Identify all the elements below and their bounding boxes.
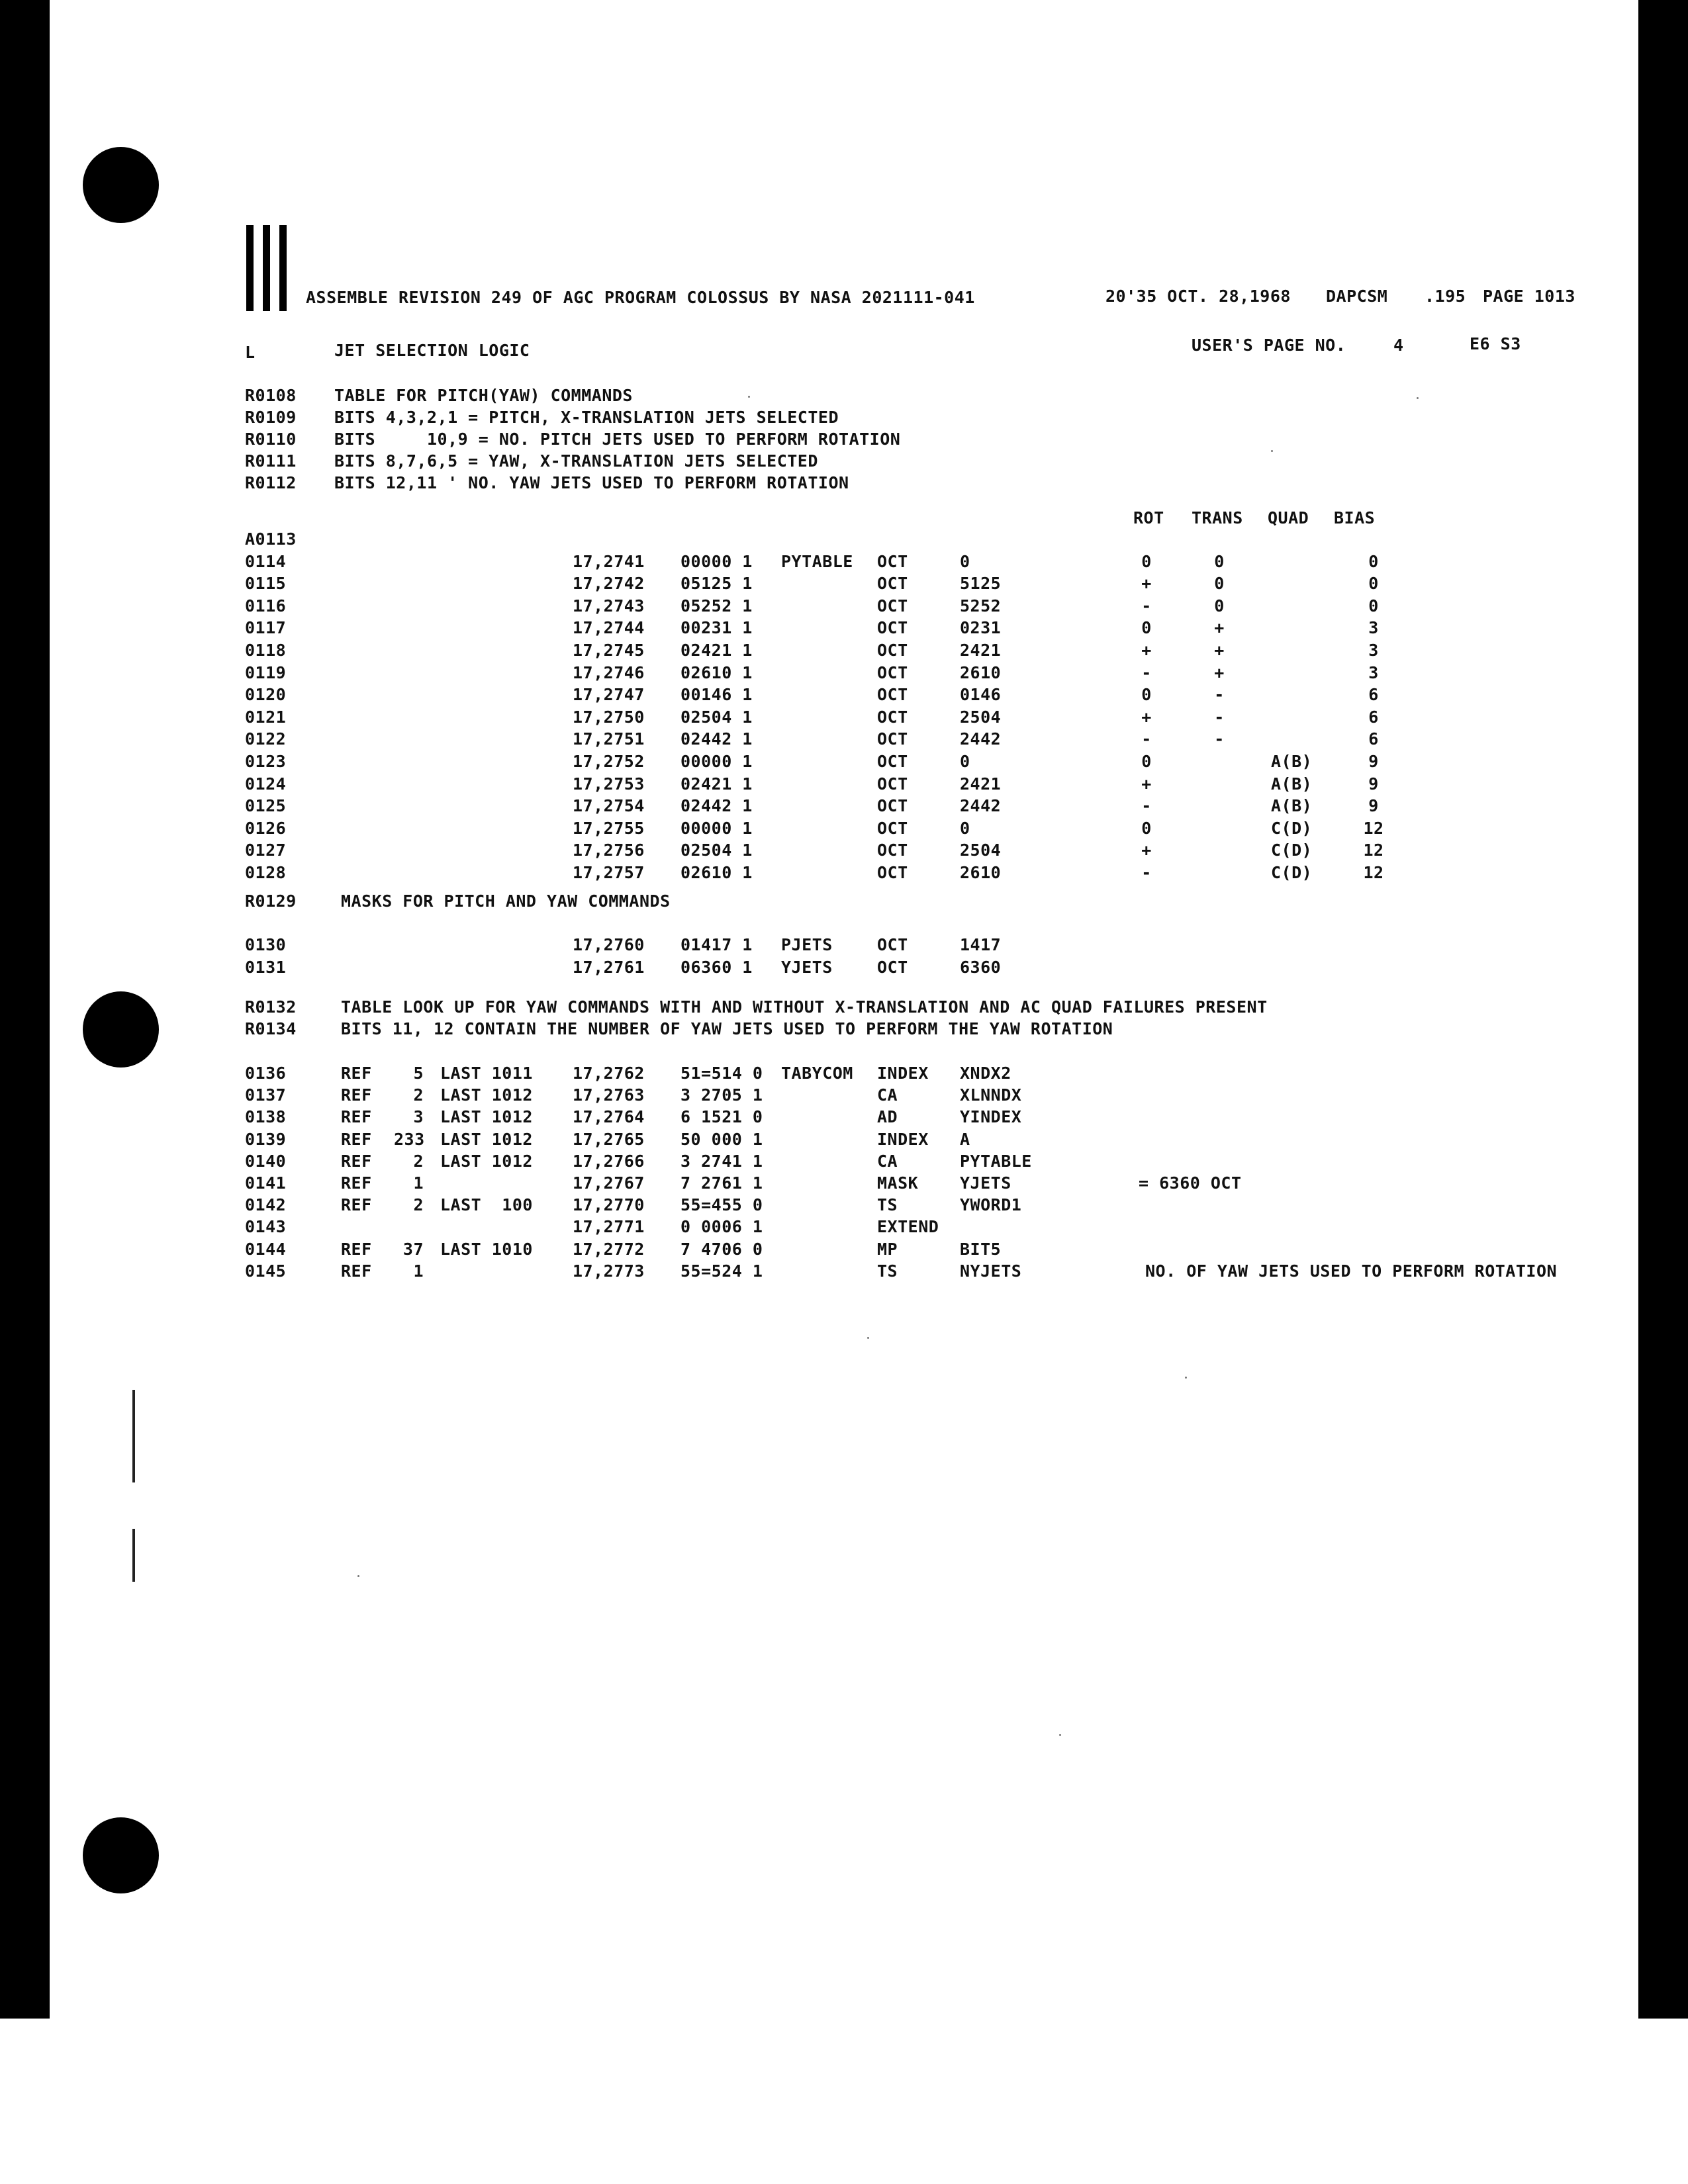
quad-value: C(D) bbox=[1271, 863, 1313, 882]
octal-code: 3 2705 1 bbox=[680, 1085, 763, 1105]
table-row bbox=[0, 1240, 1688, 1259]
last-ref: LAST 1012 bbox=[440, 1085, 533, 1105]
operand: 0 bbox=[960, 818, 970, 838]
table-row bbox=[0, 935, 1688, 955]
quad-value: A(B) bbox=[1271, 752, 1313, 771]
octal-code: 55=455 0 bbox=[680, 1195, 763, 1215]
octal-code: 51=514 0 bbox=[680, 1064, 763, 1083]
ref-keyword: REF bbox=[341, 1107, 372, 1127]
user-page-label: USER'S PAGE NO. bbox=[1192, 336, 1346, 355]
address: 17,2773 bbox=[573, 1261, 645, 1281]
octal-code: 05252 1 bbox=[680, 596, 753, 615]
ref-count: 37 bbox=[402, 1239, 424, 1259]
rot-value: - bbox=[1141, 596, 1152, 615]
scan-speck bbox=[357, 1575, 359, 1577]
octal-code: 55=524 1 bbox=[680, 1261, 763, 1281]
octal-code: 02442 1 bbox=[680, 729, 753, 749]
operand: 5125 bbox=[960, 574, 1002, 594]
scan-speck bbox=[1059, 1734, 1061, 1736]
table-row bbox=[0, 552, 1688, 572]
last-ref: LAST 1012 bbox=[440, 1151, 533, 1171]
address: 17,2751 bbox=[573, 729, 645, 749]
seq-number: 0121 bbox=[245, 707, 287, 727]
table-row bbox=[0, 1195, 1688, 1215]
remark-row bbox=[0, 386, 1688, 406]
bias-value: 0 bbox=[1368, 596, 1379, 615]
tab-marker bbox=[263, 225, 270, 311]
table-header-row bbox=[0, 508, 1688, 528]
opcode: OCT bbox=[877, 685, 908, 705]
rot-value: 0 bbox=[1141, 752, 1152, 771]
bias-value: 12 bbox=[1363, 863, 1384, 882]
table-row bbox=[0, 641, 1688, 660]
seq-number: R0112 bbox=[245, 473, 297, 492]
bias-value: 0 bbox=[1368, 551, 1379, 571]
ref-count: 1 bbox=[413, 1261, 424, 1281]
operand: 1417 bbox=[960, 935, 1002, 954]
seq-number: 0123 bbox=[245, 752, 287, 771]
rot-value: + bbox=[1141, 641, 1152, 660]
trans-value: - bbox=[1214, 729, 1225, 749]
comment: NO. OF YAW JETS USED TO PERFORM ROTATION bbox=[1145, 1261, 1558, 1281]
seq-number: R0134 bbox=[245, 1019, 297, 1038]
remark-row bbox=[0, 430, 1688, 449]
table-row bbox=[0, 685, 1688, 705]
seq-number: 0141 bbox=[245, 1173, 287, 1193]
remark-text: MASKS FOR PITCH AND YAW COMMANDS bbox=[341, 891, 671, 911]
symbol-label: YJETS bbox=[781, 958, 833, 977]
octal-code: 7 2761 1 bbox=[680, 1173, 763, 1193]
address: 17,2750 bbox=[573, 707, 645, 727]
seq-number: 0119 bbox=[245, 662, 287, 682]
ref-count: 2 bbox=[413, 1151, 424, 1171]
opcode: OCT bbox=[877, 707, 908, 727]
opcode: OCT bbox=[877, 551, 908, 571]
opcode: MP bbox=[877, 1239, 898, 1259]
opcode: OCT bbox=[877, 662, 908, 682]
operand: NYJETS bbox=[960, 1261, 1022, 1281]
octal-code: 02442 1 bbox=[680, 796, 753, 816]
opcode: OCT bbox=[877, 574, 908, 594]
remark-text: BITS 12,11 ' NO. YAW JETS USED TO PERFORM ROTATION bbox=[334, 473, 849, 492]
opcode: OCT bbox=[877, 796, 908, 816]
octal-code: 00231 1 bbox=[680, 618, 753, 638]
opcode: TS bbox=[877, 1261, 898, 1281]
trans-value: + bbox=[1214, 662, 1225, 682]
ref-count: 1 bbox=[413, 1173, 424, 1193]
octal-code: 50 000 1 bbox=[680, 1129, 763, 1149]
trans-value: - bbox=[1214, 685, 1225, 705]
last-ref: LAST 1012 bbox=[440, 1107, 533, 1127]
last-ref: LAST 1010 bbox=[440, 1239, 533, 1259]
operand: 2504 bbox=[960, 707, 1002, 727]
opcode: OCT bbox=[877, 596, 908, 615]
trans-value: + bbox=[1214, 641, 1225, 660]
seq-number: 0120 bbox=[245, 685, 287, 705]
rot-value: + bbox=[1141, 707, 1152, 727]
octal-code: 00000 1 bbox=[680, 551, 753, 571]
seq-number: 0115 bbox=[245, 574, 287, 594]
table-row bbox=[0, 841, 1688, 860]
remark-text: BITS 4,3,2,1 = PITCH, X-TRANSLATION JETS SELECTED bbox=[334, 408, 839, 427]
operand: YINDEX bbox=[960, 1107, 1022, 1127]
octal-code: 00000 1 bbox=[680, 752, 753, 771]
table-row bbox=[0, 596, 1688, 616]
ref-keyword: REF bbox=[341, 1173, 372, 1193]
address: 17,2765 bbox=[573, 1129, 645, 1149]
operand: 2421 bbox=[960, 641, 1002, 660]
symbol-label: TABYCOM bbox=[781, 1064, 853, 1083]
operand: 0231 bbox=[960, 618, 1002, 638]
page-title: JET SELECTION LOGIC bbox=[334, 341, 530, 360]
ref-count: 2 bbox=[413, 1195, 424, 1215]
seq-number: 0117 bbox=[245, 618, 287, 638]
seq-number: 0144 bbox=[245, 1239, 287, 1259]
operand: 5252 bbox=[960, 596, 1002, 615]
quad-value: C(D) bbox=[1271, 818, 1313, 838]
address: 17,2745 bbox=[573, 641, 645, 660]
table-row bbox=[0, 958, 1688, 978]
octal-code: 02504 1 bbox=[680, 841, 753, 860]
octal-code: 7 4706 0 bbox=[680, 1239, 763, 1259]
seq-number: 0140 bbox=[245, 1151, 287, 1171]
address: 17,2742 bbox=[573, 574, 645, 594]
octal-code: 02610 1 bbox=[680, 662, 753, 682]
octal-code: 01417 1 bbox=[680, 935, 753, 954]
trans-value: 0 bbox=[1214, 551, 1225, 571]
remark-text: BITS 11, 12 CONTAIN THE NUMBER OF YAW JETS USED TO PERFORM THE YAW ROTATION bbox=[341, 1019, 1113, 1038]
table-row bbox=[0, 752, 1688, 772]
seq-number: R0111 bbox=[245, 451, 297, 471]
rot-value: + bbox=[1141, 774, 1152, 794]
table-row bbox=[0, 663, 1688, 683]
header-tag: DAPCSM bbox=[1326, 287, 1388, 306]
seq-number: 0143 bbox=[245, 1217, 287, 1237]
table-row bbox=[0, 774, 1688, 794]
opcode: OCT bbox=[877, 841, 908, 860]
header-line: ASSEMBLE REVISION 249 OF AGC PROGRAM COLOSSUS BY NASA 2021111-041 bbox=[306, 288, 975, 307]
operand: 2442 bbox=[960, 796, 1002, 816]
seq-number: 0122 bbox=[245, 729, 287, 749]
operand: 0 bbox=[960, 551, 970, 571]
section-code: E6 S3 bbox=[1470, 334, 1521, 353]
table-row bbox=[0, 529, 1688, 549]
address: 17,2766 bbox=[573, 1151, 645, 1171]
last-ref: LAST 1012 bbox=[440, 1129, 533, 1149]
opcode: OCT bbox=[877, 818, 908, 838]
address: 17,2744 bbox=[573, 618, 645, 638]
address: 17,2771 bbox=[573, 1217, 645, 1237]
operand: BIT5 bbox=[960, 1239, 1002, 1259]
symbol-label: PYTABLE bbox=[781, 551, 853, 571]
bias-value: 6 bbox=[1368, 685, 1379, 705]
bias-value: 9 bbox=[1368, 752, 1379, 771]
seq-number: 0125 bbox=[245, 796, 287, 816]
rot-value: - bbox=[1141, 729, 1152, 749]
comment: = 6360 OCT bbox=[1139, 1173, 1242, 1193]
tab-marker bbox=[279, 225, 287, 311]
remark-text: BITS 8,7,6,5 = YAW, X-TRANSLATION JETS SELECTED bbox=[334, 451, 818, 471]
operand: A bbox=[960, 1129, 970, 1149]
seq-number: 0124 bbox=[245, 774, 287, 794]
ref-keyword: REF bbox=[341, 1129, 372, 1149]
address: 17,2760 bbox=[573, 935, 645, 954]
fold-mark bbox=[132, 1529, 135, 1582]
octal-code: 02504 1 bbox=[680, 707, 753, 727]
last-ref: LAST 1011 bbox=[440, 1064, 533, 1083]
opcode: OCT bbox=[877, 935, 908, 954]
table-row bbox=[0, 819, 1688, 839]
table-row bbox=[0, 574, 1688, 594]
opcode: OCT bbox=[877, 618, 908, 638]
operand: 2610 bbox=[960, 863, 1002, 882]
seq-number: 0136 bbox=[245, 1064, 287, 1083]
section-marker: L bbox=[245, 343, 256, 362]
opcode: CA bbox=[877, 1085, 898, 1105]
bias-value: 12 bbox=[1363, 818, 1384, 838]
opcode: OCT bbox=[877, 729, 908, 749]
address: 17,2747 bbox=[573, 685, 645, 705]
opcode: OCT bbox=[877, 752, 908, 771]
rot-value: + bbox=[1141, 841, 1152, 860]
remark-row bbox=[0, 891, 1688, 911]
bias-value: 6 bbox=[1368, 707, 1379, 727]
seq-number: 0138 bbox=[245, 1107, 287, 1127]
octal-code: 6 1521 0 bbox=[680, 1107, 763, 1127]
rot-value: 0 bbox=[1141, 685, 1152, 705]
table-row bbox=[0, 618, 1688, 638]
octal-code: 02610 1 bbox=[680, 863, 753, 882]
scan-speck bbox=[867, 1337, 869, 1339]
tab-marker bbox=[246, 225, 254, 311]
fold-mark bbox=[132, 1390, 135, 1482]
address: 17,2763 bbox=[573, 1085, 645, 1105]
punch-hole-bottom bbox=[83, 1817, 159, 1893]
remark-row bbox=[0, 451, 1688, 471]
rot-value: 0 bbox=[1141, 618, 1152, 638]
trans-value: + bbox=[1214, 618, 1225, 638]
seq-number: 0128 bbox=[245, 863, 287, 882]
address: 17,2754 bbox=[573, 796, 645, 816]
seq-number: 0114 bbox=[245, 551, 287, 571]
table-row bbox=[0, 707, 1688, 727]
last-ref: LAST 100 bbox=[440, 1195, 533, 1215]
opcode: INDEX bbox=[877, 1129, 929, 1149]
ref-count: 3 bbox=[413, 1107, 424, 1127]
bias-value: 3 bbox=[1368, 618, 1379, 638]
scan-speck bbox=[1185, 1377, 1187, 1379]
ref-count: 5 bbox=[413, 1064, 424, 1083]
opcode: OCT bbox=[877, 641, 908, 660]
ref-keyword: REF bbox=[341, 1085, 372, 1105]
bias-value: 9 bbox=[1368, 796, 1379, 816]
operand: 2610 bbox=[960, 662, 1002, 682]
seq-number: 0116 bbox=[245, 596, 287, 615]
seq-number: 0131 bbox=[245, 958, 287, 977]
address: 17,2753 bbox=[573, 774, 645, 794]
operand: PYTABLE bbox=[960, 1151, 1032, 1171]
header-timestamp: 20'35 OCT. 28,1968 bbox=[1105, 287, 1291, 306]
address: 17,2746 bbox=[573, 662, 645, 682]
table-row bbox=[0, 1064, 1688, 1083]
seq-number: 0145 bbox=[245, 1261, 287, 1281]
seq-number: R0110 bbox=[245, 430, 297, 449]
seq-number: A0113 bbox=[245, 529, 297, 549]
octal-code: 05125 1 bbox=[680, 574, 753, 594]
address: 17,2764 bbox=[573, 1107, 645, 1127]
operand: YJETS bbox=[960, 1173, 1011, 1193]
address: 17,2761 bbox=[573, 958, 645, 977]
rot-value: - bbox=[1141, 863, 1152, 882]
header-number: .195 bbox=[1425, 287, 1466, 306]
quad-value: C(D) bbox=[1271, 841, 1313, 860]
table-row bbox=[0, 1261, 1688, 1281]
octal-code: 00000 1 bbox=[680, 818, 753, 838]
bias-value: 0 bbox=[1368, 574, 1379, 594]
opcode: OCT bbox=[877, 958, 908, 977]
address: 17,2755 bbox=[573, 818, 645, 838]
octal-code: 06360 1 bbox=[680, 958, 753, 977]
ref-keyword: REF bbox=[341, 1261, 372, 1281]
seq-number: 0127 bbox=[245, 841, 287, 860]
user-page-number: 4 bbox=[1393, 336, 1404, 355]
bias-value: 3 bbox=[1368, 641, 1379, 660]
remark-row bbox=[0, 997, 1688, 1017]
opcode: OCT bbox=[877, 774, 908, 794]
operand: 0 bbox=[960, 752, 970, 771]
remark-row bbox=[0, 408, 1688, 428]
address: 17,2741 bbox=[573, 551, 645, 571]
seq-number: 0130 bbox=[245, 935, 287, 954]
rot-value: - bbox=[1141, 796, 1152, 816]
rot-value: - bbox=[1141, 662, 1152, 682]
address: 17,2756 bbox=[573, 841, 645, 860]
octal-code: 02421 1 bbox=[680, 641, 753, 660]
ref-keyword: REF bbox=[341, 1195, 372, 1215]
address: 17,2762 bbox=[573, 1064, 645, 1083]
punch-hole-top bbox=[83, 147, 159, 223]
ref-keyword: REF bbox=[341, 1239, 372, 1259]
trans-value: 0 bbox=[1214, 574, 1225, 594]
operand: 0146 bbox=[960, 685, 1002, 705]
table-row bbox=[0, 1173, 1688, 1193]
remark-row bbox=[0, 1019, 1688, 1039]
rot-value: 0 bbox=[1141, 551, 1152, 571]
address: 17,2772 bbox=[573, 1239, 645, 1259]
seq-number: R0109 bbox=[245, 408, 297, 427]
table-row bbox=[0, 1217, 1688, 1237]
rot-value: 0 bbox=[1141, 818, 1152, 838]
ref-count: 2 bbox=[413, 1085, 424, 1105]
remark-text: TABLE LOOK UP FOR YAW COMMANDS WITH AND WITHOUT X-TRANSLATION AND AC QUAD FAILURES PRESENT bbox=[341, 997, 1268, 1017]
operand: 2504 bbox=[960, 841, 1002, 860]
operand: 2442 bbox=[960, 729, 1002, 749]
quad-value: A(B) bbox=[1271, 796, 1313, 816]
address: 17,2752 bbox=[573, 752, 645, 771]
trans-value: - bbox=[1214, 707, 1225, 727]
bias-header: BIAS bbox=[1334, 508, 1376, 527]
opcode: MASK bbox=[877, 1173, 919, 1193]
seq-number: R0129 bbox=[245, 891, 297, 911]
table-row bbox=[0, 729, 1688, 749]
remark-row bbox=[0, 473, 1688, 493]
opcode: EXTEND bbox=[877, 1217, 939, 1237]
seq-number: R0108 bbox=[245, 386, 297, 405]
remark-text: BITS 10,9 = NO. PITCH JETS USED TO PERFORM ROTATION bbox=[334, 430, 901, 449]
operand: XLNNDX bbox=[960, 1085, 1022, 1105]
bias-value: 6 bbox=[1368, 729, 1379, 749]
trans-header: TRANS bbox=[1192, 508, 1243, 527]
table-row bbox=[0, 863, 1688, 883]
page-number: PAGE 1013 bbox=[1483, 287, 1575, 306]
opcode: AD bbox=[877, 1107, 898, 1127]
seq-number: 0118 bbox=[245, 641, 287, 660]
seq-number: 0139 bbox=[245, 1129, 287, 1149]
rot-header: ROT bbox=[1133, 508, 1164, 527]
octal-code: 02421 1 bbox=[680, 774, 753, 794]
ref-keyword: REF bbox=[341, 1151, 372, 1171]
octal-code: 3 2741 1 bbox=[680, 1151, 763, 1171]
seq-number: 0126 bbox=[245, 818, 287, 838]
operand: YWORD1 bbox=[960, 1195, 1022, 1215]
seq-number: R0132 bbox=[245, 997, 297, 1017]
operand: 2421 bbox=[960, 774, 1002, 794]
quad-value: A(B) bbox=[1271, 774, 1313, 794]
opcode: CA bbox=[877, 1151, 898, 1171]
operand: XNDX2 bbox=[960, 1064, 1011, 1083]
table-row bbox=[0, 796, 1688, 816]
address: 17,2767 bbox=[573, 1173, 645, 1193]
table-row bbox=[0, 1152, 1688, 1171]
operand: 6360 bbox=[960, 958, 1002, 977]
bias-value: 9 bbox=[1368, 774, 1379, 794]
seq-number: 0142 bbox=[245, 1195, 287, 1215]
table-row bbox=[0, 1130, 1688, 1150]
address: 17,2770 bbox=[573, 1195, 645, 1215]
bias-value: 3 bbox=[1368, 662, 1379, 682]
table-row bbox=[0, 1085, 1688, 1105]
octal-code: 00146 1 bbox=[680, 685, 753, 705]
symbol-label: PJETS bbox=[781, 935, 833, 954]
bias-value: 12 bbox=[1363, 841, 1384, 860]
octal-code: 0 0006 1 bbox=[680, 1217, 763, 1237]
opcode: TS bbox=[877, 1195, 898, 1215]
ref-keyword: REF bbox=[341, 1064, 372, 1083]
trans-value: 0 bbox=[1214, 596, 1225, 615]
ref-count: 233 bbox=[394, 1129, 425, 1149]
opcode: INDEX bbox=[877, 1064, 929, 1083]
address: 17,2757 bbox=[573, 863, 645, 882]
quad-header: QUAD bbox=[1268, 508, 1309, 527]
remark-text: TABLE FOR PITCH(YAW) COMMANDS bbox=[334, 386, 633, 405]
seq-number: 0137 bbox=[245, 1085, 287, 1105]
table-row bbox=[0, 1107, 1688, 1127]
opcode: OCT bbox=[877, 863, 908, 882]
rot-value: + bbox=[1141, 574, 1152, 594]
address: 17,2743 bbox=[573, 596, 645, 615]
